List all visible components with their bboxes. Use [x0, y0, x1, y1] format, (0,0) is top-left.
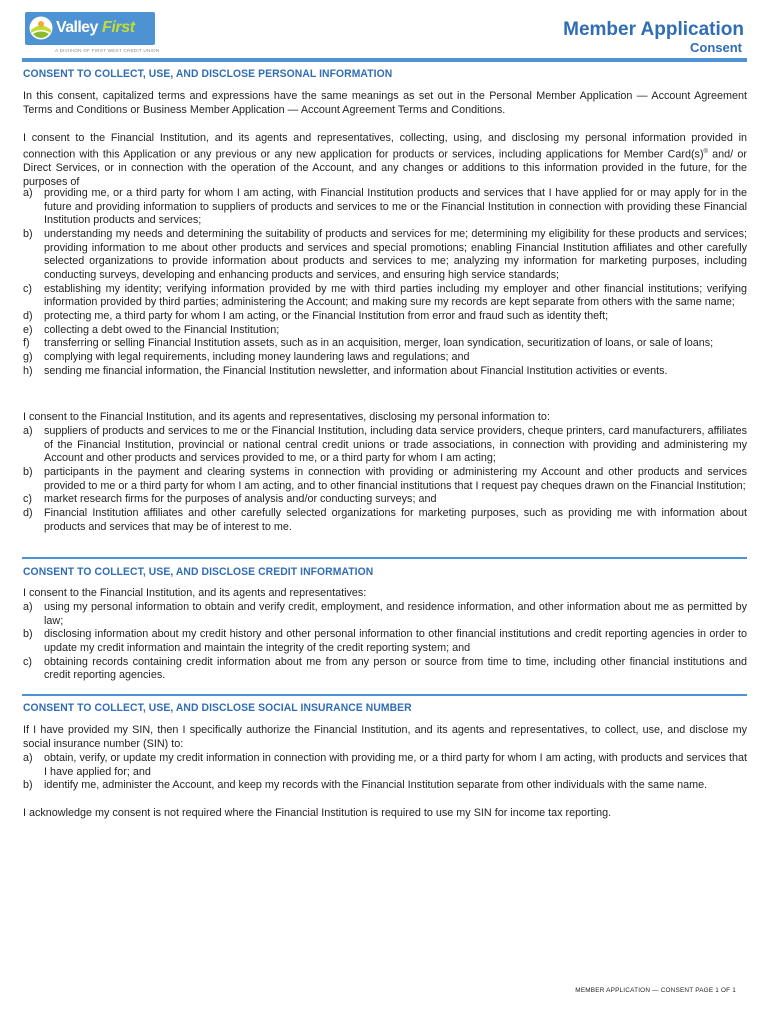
list-item-text: Financial Institution affiliates and other carefully selected organizations for marketing purposes, such as providing me with information about products and services that may be of interest to me.	[44, 506, 747, 533]
list-item	[23, 365, 747, 379]
list-item-text: suppliers of products and services to me or the Financial Institution, including data service providers, cheque printers, card manufacturers, affiliates of the Financial Institution, provincial or national central credit unions or trade associations, in connection with providing and administering my Account and other products and services provided to me, or a third party for whom I am acting;	[44, 425, 747, 465]
list-marker: a)	[23, 752, 33, 764]
page-footer: MEMBER APPLICATION — CONSENT PAGE 1 OF 1	[575, 987, 736, 994]
list-item-text: obtaining records containing credit information about me from any person or source from time to time, including other financial institutions and credit reporting agencies.	[44, 655, 747, 682]
list-marker: e)	[23, 323, 33, 336]
list-item	[23, 324, 747, 338]
list-marker: a)	[23, 425, 33, 437]
list-item	[23, 228, 747, 283]
list-item	[23, 493, 747, 507]
purposes-list	[23, 187, 747, 378]
recipients-list	[23, 425, 747, 534]
sin-acknowledgement: I acknowledge my consent is not required where the Financial Institution is required to use my SIN for income tax reporting.	[23, 807, 612, 819]
list-item-text: protecting me, a third party for whom I am acting, or the Financial Institution from error and fraud such as identity theft;	[44, 309, 609, 322]
registered-mark: ®	[703, 148, 708, 155]
list-item-text: identify me, administer the Account, and keep my records with the Financial Institution separate from other individuals with the same name.	[44, 779, 708, 792]
list-item-text: understanding my needs and determining the suitability of products and services for me; determining my eligibility for these products and services; providing information to me about other products and services and special promotions; enabling Financial Institution affiliates and other carefully selected organizations to provide information about products and services to me; analyzing my information for marketing purposes, including conducting surveys, developing and enhancing products and services, and ensuring high service standards;	[44, 227, 747, 281]
list-marker: b)	[23, 465, 33, 478]
intro-paragraph: In this consent, capitalized terms and expressions have the same meanings as set out in the Personal Member Application — Account Agreement Terms and Conditions or Business Member Application — Account Agreement Terms and Conditions.	[23, 90, 747, 116]
logo-tagline: A DIVISION OF FIRST WEST CREDIT UNION	[55, 48, 160, 53]
list-item-text: participants in the payment and clearing systems in connection with providing or administering my Account and other products and services provided to me or a third party for whom I am acting, and to other financial institutions that I request pay cheques drawn on the Financial Institution;	[44, 465, 747, 492]
list-marker: c)	[23, 282, 32, 295]
list-marker: d)	[23, 506, 33, 519]
list-item	[23, 752, 747, 779]
page-subtitle: Consent	[690, 40, 742, 55]
list-marker: a)	[23, 601, 33, 613]
section-divider	[22, 557, 747, 559]
list-item-text: obtain, verify, or update my credit information in connection with providing me, or a third party for whom I am acting, with products and services that I have applied for; and	[44, 752, 747, 778]
consent-paragraph-text-cont: and/ or Direct Services, or in connection with the operation of the Account, and any changes or additions to this information provided in the future, for the purposes of	[23, 148, 747, 188]
credit-list	[23, 601, 747, 683]
consent-paragraph-text: I consent to the Financial Institution, and its agents and representatives, collecting, using, and disclosing my personal information provided in connection with this Application or any previous or any new application for products or services, including applications for Member Card(s)	[23, 132, 747, 161]
list-marker: f)	[23, 337, 30, 350]
disclosure-paragraph: I consent to the Financial Institution, and its agents and representatives, disclosing my personal information to:	[23, 411, 550, 423]
list-marker: d)	[23, 309, 33, 322]
list-item	[23, 425, 747, 466]
sin-list	[23, 752, 747, 793]
section-heading-personal: CONSENT TO COLLECT, USE, AND DISCLOSE PERSONAL INFORMATION	[23, 68, 393, 80]
list-item-text: establishing my identity; verifying information provided by me with third parties including my employer and other financial institutions; verifying information provided by third parties; administering the Account; and making sure my records are kept separate from others with the same name;	[44, 282, 747, 309]
header-divider	[22, 58, 747, 62]
list-item	[23, 337, 747, 351]
list-item	[23, 466, 747, 493]
sin-intro: If I have provided my SIN, then I specifically authorize the Financial Institution, and its agents and representatives, to collect, use, and disclose my social insurance number (SIN) to:	[23, 724, 747, 750]
list-item	[23, 351, 747, 365]
list-item-text: disclosing information about my credit history and other personal information to other financial institutions and credit reporting agencies in order to update my credit information and maintain the integrity of the credit reporting system; and	[44, 628, 747, 654]
list-marker: a)	[23, 187, 33, 199]
list-item	[23, 283, 747, 310]
list-marker: c)	[23, 493, 32, 506]
list-item	[23, 601, 747, 628]
list-item-text: sending me financial information, the Financial Institution newsletter, and information about Financial Institution activities or events.	[44, 364, 668, 377]
consent-paragraph	[23, 132, 747, 189]
logo-wordmark-first: First	[102, 19, 135, 36]
list-item-text: transferring or selling Financial Institution assets, such as in an acquisition, merger, loan syndication, securitization of loans, or sale of loans;	[44, 337, 714, 350]
credit-intro: I consent to the Financial Institution, and its agents and representatives:	[23, 587, 367, 599]
list-item	[23, 310, 747, 324]
list-marker: h)	[23, 364, 33, 377]
section-heading-credit: CONSENT TO COLLECT, USE, AND DISCLOSE CREDIT INFORMATION	[23, 566, 374, 578]
page-title: Member Application	[563, 19, 744, 40]
list-item	[23, 507, 747, 534]
section-heading-sin: CONSENT TO COLLECT, USE, AND DISCLOSE SOCIAL INSURANCE NUMBER	[23, 702, 412, 714]
logo-wordmark-valley: Valley	[56, 19, 98, 36]
list-marker: g)	[23, 350, 33, 363]
logo-emblem-icon	[28, 15, 54, 41]
list-item-text: providing me, or a third party for whom I am acting, with Financial Institution products and services that I have applied for or may apply for in the future and providing information to suppliers of products and services to me or the Financial Institution in connection with providing these Financial Institution products and services;	[44, 187, 747, 227]
list-item-text: collecting a debt owed to the Financial Institution;	[44, 323, 280, 336]
list-item	[23, 779, 747, 793]
list-item-text: using my personal information to obtain and verify credit, employment, and residence information, and other information about me as permitted by law;	[44, 601, 747, 627]
list-marker: b)	[23, 628, 33, 641]
list-item	[23, 656, 747, 683]
list-item	[23, 187, 747, 228]
list-marker: b)	[23, 779, 33, 792]
valley-first-logo	[25, 12, 155, 45]
section-divider	[22, 694, 747, 696]
list-marker: c)	[23, 655, 32, 668]
list-item	[23, 628, 747, 655]
list-item-text: complying with legal requirements, including money laundering laws and regulations; and	[44, 350, 470, 363]
list-marker: b)	[23, 227, 33, 240]
list-item-text: market research firms for the purposes of analysis and/or conducting surveys; and	[44, 493, 437, 506]
